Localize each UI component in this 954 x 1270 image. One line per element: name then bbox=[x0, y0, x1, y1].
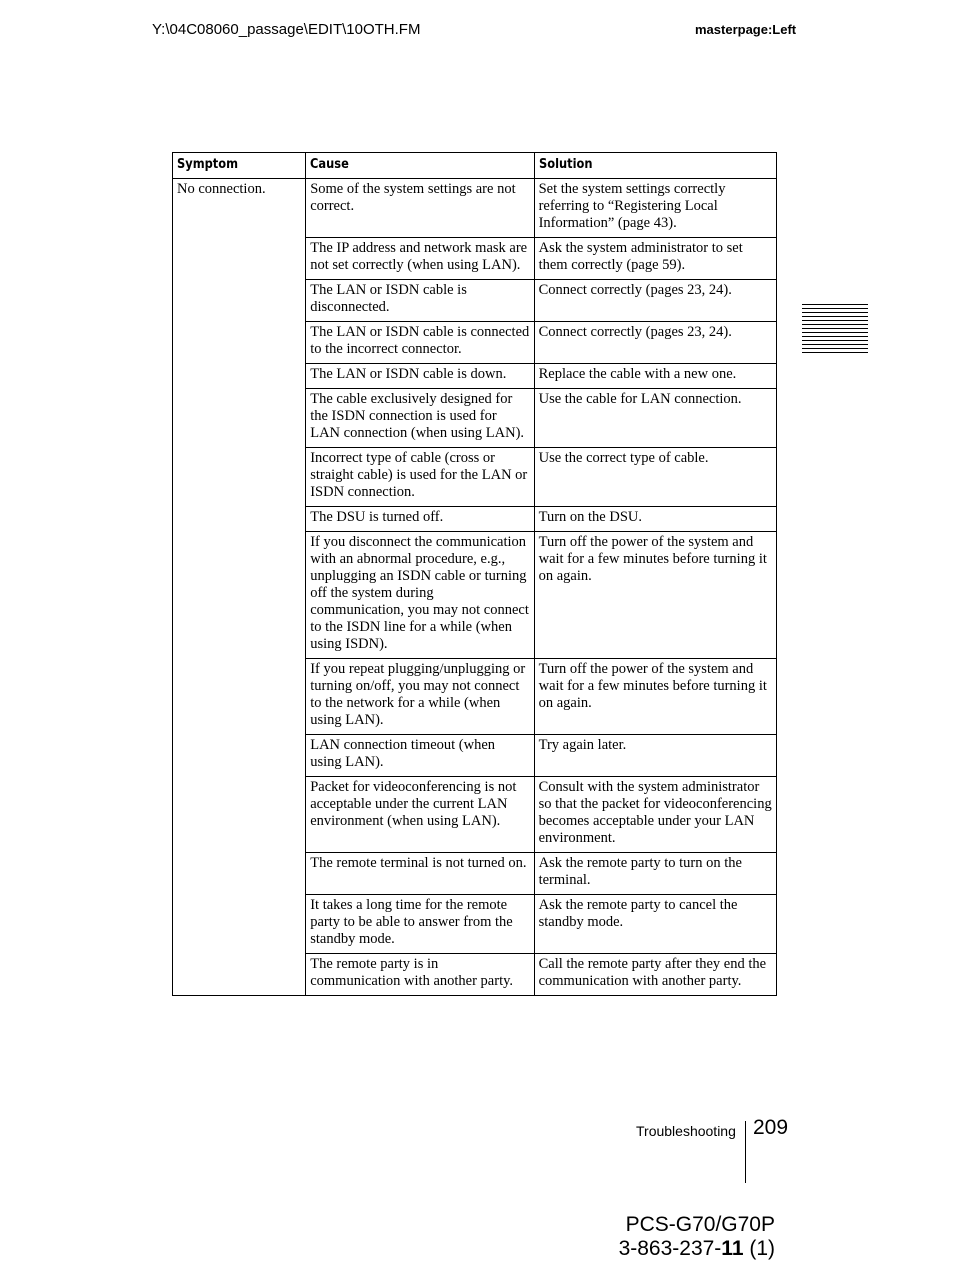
cause-cell: The LAN or ISDN cable is connected to the incorrect connector. bbox=[306, 322, 534, 364]
solution-cell: Ask the system administrator to set them correctly (page 59). bbox=[534, 238, 776, 280]
cause-cell: LAN connection timeout (when using LAN). bbox=[306, 735, 534, 777]
header-cause bbox=[306, 153, 534, 179]
solution-cell: Try again later. bbox=[534, 735, 776, 777]
cause-cell: The IP address and network mask are not set correctly (when using LAN). bbox=[306, 238, 534, 280]
header-cause-label: Cause bbox=[310, 157, 350, 172]
cause-cell: The LAN or ISDN cable is down. bbox=[306, 364, 534, 389]
section-label: Troubleshooting bbox=[636, 1123, 736, 1139]
solution-cell: Set the system settings correctly referring to “Registering Local Information” (page 43). bbox=[534, 179, 776, 238]
solution-cell: Connect correctly (pages 23, 24). bbox=[534, 280, 776, 322]
header-symptom bbox=[173, 153, 306, 179]
solution-cell: Connect correctly (pages 23, 24). bbox=[534, 322, 776, 364]
footer-divider bbox=[745, 1121, 746, 1183]
cause-cell: The LAN or ISDN cable is disconnected. bbox=[306, 280, 534, 322]
solution-cell: Use the correct type of cable. bbox=[534, 448, 776, 507]
cause-cell: If you disconnect the communication with an abnormal procedure, e.g., unplugging an ISDN cable or turning off the system during communication, you may not connect to the ISDN line for a while (when using ISDN). bbox=[306, 532, 534, 659]
page-number: 209 bbox=[753, 1116, 789, 1139]
part-code-suffix: (1) bbox=[743, 1237, 775, 1260]
part-code bbox=[560, 1237, 775, 1261]
cause-cell: If you repeat plugging/unplugging or turning on/off, you may not connect to the network for a while (when using LAN). bbox=[306, 659, 534, 735]
solution-cell: Turn off the power of the system and wait for a few minutes before turning it on again. bbox=[534, 532, 776, 659]
symptom-cell: No connection. bbox=[173, 179, 306, 996]
part-code-prefix: 3-863-237- bbox=[618, 1237, 722, 1260]
solution-cell: Ask the remote party to turn on the terminal. bbox=[534, 853, 776, 895]
solution-cell: Turn on the DSU. bbox=[534, 507, 776, 532]
part-code-bold: 11 bbox=[721, 1237, 744, 1260]
solution-cell: Replace the cable with a new one. bbox=[534, 364, 776, 389]
table-header-row bbox=[173, 153, 777, 179]
header-symptom-label: Symptom bbox=[177, 157, 239, 172]
solution-cell: Ask the remote party to cancel the standby mode. bbox=[534, 895, 776, 954]
section-tab-marker bbox=[802, 304, 868, 356]
masterpage-label: masterpage:Left bbox=[695, 22, 797, 37]
header-solution bbox=[534, 153, 776, 179]
cause-cell: Incorrect type of cable (cross or straight cable) is used for the LAN or ISDN connection. bbox=[306, 448, 534, 507]
cause-cell: The DSU is turned off. bbox=[306, 507, 534, 532]
solution-cell: Consult with the system administrator so that the packet for videoconferencing becomes acceptable under your LAN environment. bbox=[534, 777, 776, 853]
cause-cell: Packet for videoconferencing is not acceptable under the current LAN environment (when using LAN). bbox=[306, 777, 534, 853]
solution-cell: Use the cable for LAN connection. bbox=[534, 389, 776, 448]
file-path: Y:\04C08060_passage\EDIT\10OTH.FM bbox=[152, 21, 421, 38]
cause-cell: The cable exclusively designed for the ISDN connection is used for LAN connection (when using LAN). bbox=[306, 389, 534, 448]
cause-cell: The remote terminal is not turned on. bbox=[306, 853, 534, 895]
model-number: PCS-G70/G70P bbox=[625, 1213, 775, 1236]
cause-cell: The remote party is in communication with another party. bbox=[306, 954, 534, 996]
solution-cell: Turn off the power of the system and wait for a few minutes before turning it on again. bbox=[534, 659, 776, 735]
troubleshooting-table bbox=[172, 152, 777, 996]
table-row bbox=[173, 179, 777, 238]
cause-cell: Some of the system settings are not correct. bbox=[306, 179, 534, 238]
header-solution-label: Solution bbox=[538, 157, 593, 172]
solution-cell: Call the remote party after they end the communication with another party. bbox=[534, 954, 776, 996]
cause-cell: It takes a long time for the remote party to be able to answer from the standby mode. bbox=[306, 895, 534, 954]
